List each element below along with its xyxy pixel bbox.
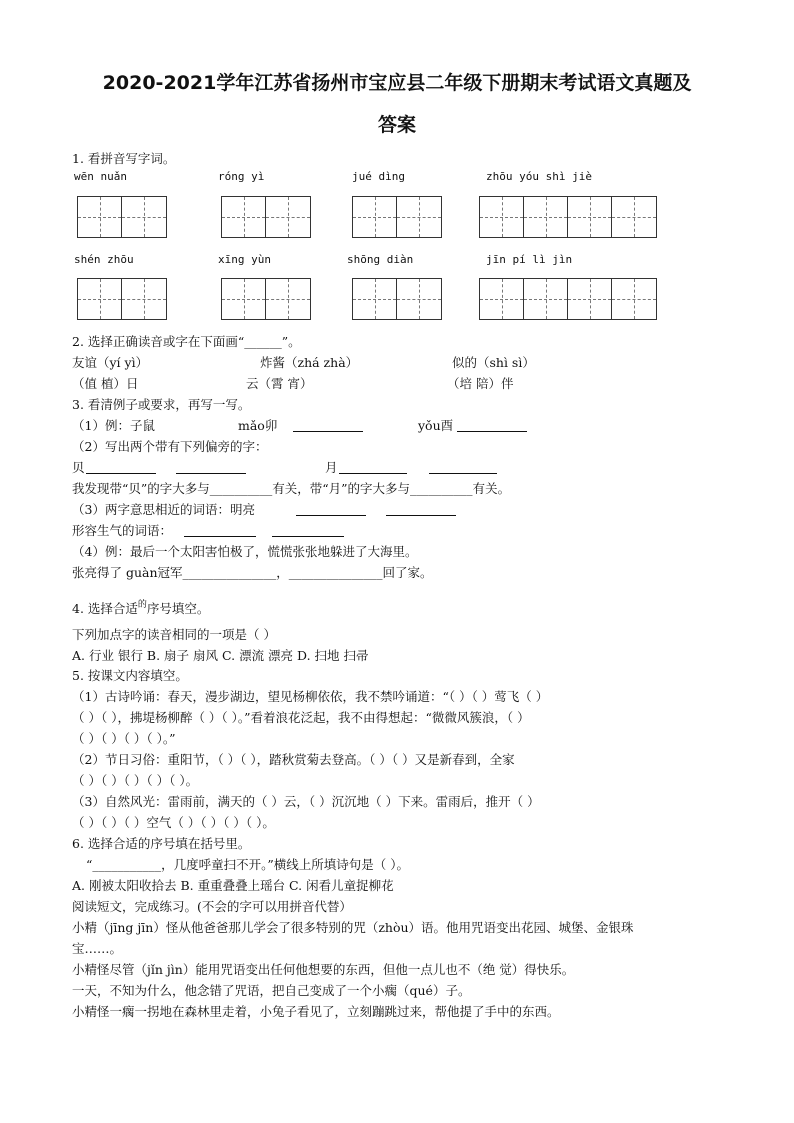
writing-grid[interactable] (352, 196, 442, 238)
answer-blank[interactable] (386, 501, 456, 516)
page-title: 2020-2021学年江苏省扬州市宝应县二年级下册期末考试语文真题及 (102, 72, 692, 94)
writing-grid[interactable] (479, 278, 657, 320)
pinyin-label: jīn pí lì jìn (486, 253, 573, 266)
writing-grid[interactable] (221, 278, 311, 320)
question-4-heading: 4. 选择合适$^的$序号填空。 (72, 600, 210, 616)
q2-option[interactable]: 云（霄 宵） (246, 376, 313, 391)
q3-part4: （4）例：最后一个太阳害怕极了，慌慌张张地躲进了大海里。 (72, 544, 418, 559)
q3-radical: 月 (325, 460, 338, 475)
question-1-heading: 1. 看拼音写字词。 (72, 151, 176, 166)
pinyin-label: wēn nuǎn (74, 170, 127, 183)
q3-part3: （3）两字意思相近的词语：明亮 (72, 502, 255, 517)
writing-grid[interactable] (77, 278, 167, 320)
pinyin-label: róng yì (218, 170, 265, 183)
answer-blank[interactable] (86, 459, 156, 474)
q2-option[interactable]: （培 陪）伴 (447, 376, 514, 391)
answer-blank[interactable] (339, 459, 407, 474)
pinyin-label: zhōu yóu shì jiè (486, 170, 592, 183)
reading-paragraph: 小精怪尽管（jǐn jìn）能用咒语变出任何他想要的东西，但他一点儿也不（绝 觉）得快乐。 (72, 962, 575, 977)
q5-line[interactable]: （ ）（ ），拂堤杨柳醉（ ）（ ）。”看着浪花泛起，我不由得想起：“微微风簇浪，（ ） (72, 710, 530, 725)
q3-prompt: mǎo卯 (238, 418, 278, 433)
writing-grid[interactable] (352, 278, 442, 320)
q3-example: （1）例：子鼠 (72, 418, 155, 433)
answer-blank[interactable] (272, 522, 344, 537)
reading-paragraph: 一天，不知为什么，他念错了咒语，把自己变成了一个小瘸（qué）子。 (72, 983, 471, 998)
q3-observation: 我发现带“贝”的字大多与__________有关，带“月”的字大多与__________有关。 (72, 481, 511, 496)
reading-paragraph: 小精怪一瘸一拐地在森林里走着，小兔子看见了，立刻蹦跳过来，帮他提了手中的东西。 (72, 1004, 560, 1019)
q4-options[interactable]: A. 行业 银行 B. 扇子 扇风 C. 漂流 漂亮 D. 扫地 扫帚 (72, 648, 369, 663)
q3-prompt: yǒu酉 (418, 418, 454, 433)
q5-line[interactable]: （ ）（ ）（ ）空气（ ）（ ）（ ）（ ）。 (72, 815, 275, 830)
answer-blank[interactable] (184, 522, 256, 537)
pinyin-label: shén zhōu (74, 253, 134, 266)
answer-blank[interactable] (293, 417, 363, 432)
reading-intro: 阅读短文，完成练习。(不会的字可以用拼音代替） (72, 899, 352, 914)
answer-blank[interactable] (457, 417, 527, 432)
q6-options[interactable]: A. 刚被太阳收拾去 B. 重重叠叠上瑶台 C. 闲看儿童捉柳花 (72, 878, 394, 893)
q3-radical: 贝 (72, 460, 85, 475)
reading-paragraph: 小精（jīng jīn）怪从他爸爸那儿学会了很多特别的咒（zhòu）语。他用咒语变出花园、城堡、金银珠 (72, 920, 634, 935)
q5-line[interactable]: （1）古诗吟诵：春天，漫步湖边，望见杨柳依依，我不禁吟诵道：“（ ）（ ）莺飞（ ） (72, 689, 549, 704)
q2-option[interactable]: 友谊（yí yì） (72, 355, 149, 370)
answer-blank[interactable] (176, 459, 246, 474)
page-title-continued: 答案 (377, 114, 416, 136)
q5-line[interactable]: （3）自然风光：雷雨前，满天的（ ）云，（ ）沉沉地（ ）下来。雷雨后，推开（ ） (72, 794, 540, 809)
pinyin-label: xīng yùn (218, 253, 271, 266)
q4-prompt: 下列加点字的读音相同的一项是（ ） (72, 627, 276, 642)
writing-grid[interactable] (479, 196, 657, 238)
answer-blank[interactable] (296, 501, 366, 516)
q3-part2: （2）写出两个带有下列偏旁的字： (72, 439, 268, 454)
q6-prompt[interactable]: “___________，几度呼童扫不开。”横线上所填诗句是（ ）。 (86, 857, 410, 872)
question-2-heading: 2. 选择正确读音或字在下面画“______”。 (72, 334, 301, 349)
pinyin-label: jué dìng (352, 170, 405, 183)
answer-blank[interactable] (429, 459, 497, 474)
q3-angry-words: 形容生气的词语： (72, 523, 173, 538)
question-5-heading: 5. 按课文内容填空。 (72, 668, 188, 683)
q2-option[interactable]: 似的（shì sì） (452, 355, 535, 370)
question-3-heading: 3. 看清例子或要求，再写一写。 (72, 397, 251, 412)
question-6-heading: 6. 选择合适的序号填在括号里。 (72, 836, 251, 851)
q5-line[interactable]: （ ）（ ）（ ）（ ）（ ）。 (72, 773, 199, 788)
writing-grid[interactable] (221, 196, 311, 238)
pinyin-label: shōng diàn (347, 253, 414, 266)
writing-grid[interactable] (77, 196, 167, 238)
q2-option[interactable]: 炸酱（zhá zhà） (260, 355, 359, 370)
q5-line[interactable]: （ ）（ ）（ ）（ ）。” (72, 731, 176, 746)
q3-sentence: 张亮得了 guàn冠军_______________，_______________回了家。 (72, 565, 433, 580)
reading-paragraph: 宝……。 (72, 941, 123, 956)
q5-line[interactable]: （2）节日习俗：重阳节，（ ）（ ），踏秋赏菊去登高。（ ）（ ）又是新春到，全家 (72, 752, 515, 767)
q2-option[interactable]: （值 植）日 (72, 376, 139, 391)
